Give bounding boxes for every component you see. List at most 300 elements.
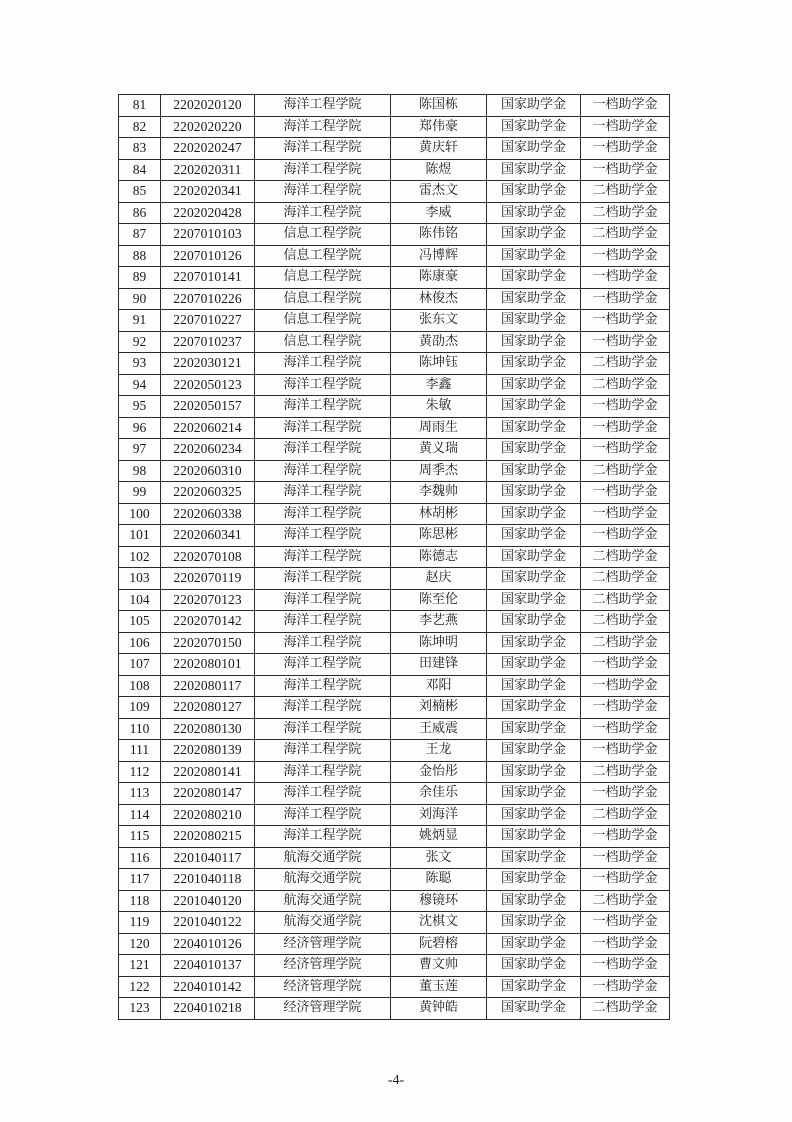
grant-type-cell: 国家助学金: [487, 116, 581, 138]
grant-type-cell: 国家助学金: [487, 288, 581, 310]
row-number-cell: 123: [119, 998, 161, 1020]
grant-level-cell: 一档助学金: [581, 331, 670, 353]
grant-level-cell: 一档助学金: [581, 396, 670, 418]
grant-level-cell: 一档助学金: [581, 95, 670, 117]
grant-type-cell: 国家助学金: [487, 976, 581, 998]
college-cell: 信息工程学院: [255, 224, 391, 246]
table-row: [119, 417, 670, 439]
student-name-cell: 黄劭杰: [391, 331, 487, 353]
student-id-cell: 2202070142: [161, 611, 255, 633]
grant-level-cell: 一档助学金: [581, 847, 670, 869]
student-id-cell: 2202060310: [161, 460, 255, 482]
grant-type-cell: 国家助学金: [487, 138, 581, 160]
grant-type-cell: 国家助学金: [487, 525, 581, 547]
college-cell: 海洋工程学院: [255, 202, 391, 224]
grant-level-cell: 二档助学金: [581, 460, 670, 482]
grant-type-cell: 国家助学金: [487, 740, 581, 762]
grant-type-cell: 国家助学金: [487, 912, 581, 934]
table-row: [119, 546, 670, 568]
college-cell: 海洋工程学院: [255, 568, 391, 590]
row-number-cell: 89: [119, 267, 161, 289]
student-id-cell: 2202080127: [161, 697, 255, 719]
row-number-cell: 102: [119, 546, 161, 568]
student-name-cell: 黄庆轩: [391, 138, 487, 160]
student-name-cell: 刘楠彬: [391, 697, 487, 719]
college-cell: 海洋工程学院: [255, 138, 391, 160]
row-number-cell: 83: [119, 138, 161, 160]
student-name-cell: 阮碧榕: [391, 933, 487, 955]
row-number-cell: 120: [119, 933, 161, 955]
grant-type-cell: 国家助学金: [487, 202, 581, 224]
student-id-cell: 2202050123: [161, 374, 255, 396]
table-row: [119, 331, 670, 353]
student-id-cell: 2201040120: [161, 890, 255, 912]
student-name-cell: 周雨生: [391, 417, 487, 439]
student-id-cell: 2207010141: [161, 267, 255, 289]
college-cell: 海洋工程学院: [255, 611, 391, 633]
row-number-cell: 97: [119, 439, 161, 461]
grant-level-cell: 二档助学金: [581, 804, 670, 826]
table-row: [119, 976, 670, 998]
row-number-cell: 101: [119, 525, 161, 547]
grant-type-cell: 国家助学金: [487, 718, 581, 740]
student-id-cell: 2202070119: [161, 568, 255, 590]
table-row: [119, 826, 670, 848]
row-number-cell: 104: [119, 589, 161, 611]
grant-level-cell: 一档助学金: [581, 912, 670, 934]
student-name-cell: 沈棋文: [391, 912, 487, 934]
grant-type-cell: 国家助学金: [487, 761, 581, 783]
row-number-cell: 81: [119, 95, 161, 117]
college-cell: 海洋工程学院: [255, 374, 391, 396]
row-number-cell: 116: [119, 847, 161, 869]
student-id-cell: 2202050157: [161, 396, 255, 418]
student-name-cell: 余佳乐: [391, 783, 487, 805]
student-name-cell: 朱敏: [391, 396, 487, 418]
table-row: [119, 740, 670, 762]
student-id-cell: 2201040117: [161, 847, 255, 869]
student-id-cell: 2201040122: [161, 912, 255, 934]
grant-level-cell: 二档助学金: [581, 890, 670, 912]
student-name-cell: 邓阳: [391, 675, 487, 697]
table-row: [119, 611, 670, 633]
college-cell: 海洋工程学院: [255, 116, 391, 138]
student-name-cell: 张文: [391, 847, 487, 869]
row-number-cell: 109: [119, 697, 161, 719]
grant-type-cell: 国家助学金: [487, 869, 581, 891]
row-number-cell: 84: [119, 159, 161, 181]
grant-type-cell: 国家助学金: [487, 783, 581, 805]
student-name-cell: 郑伟豪: [391, 116, 487, 138]
college-cell: 航海交通学院: [255, 890, 391, 912]
table-row: [119, 224, 670, 246]
grant-level-cell: 一档助学金: [581, 482, 670, 504]
student-id-cell: 2202020120: [161, 95, 255, 117]
student-id-cell: 2207010237: [161, 331, 255, 353]
college-cell: 海洋工程学院: [255, 460, 391, 482]
grant-level-cell: 一档助学金: [581, 697, 670, 719]
table-row: [119, 288, 670, 310]
student-name-cell: 赵庆: [391, 568, 487, 590]
table-row: [119, 568, 670, 590]
row-number-cell: 118: [119, 890, 161, 912]
grant-type-cell: 国家助学金: [487, 826, 581, 848]
table-row: [119, 525, 670, 547]
grant-level-cell: 一档助学金: [581, 159, 670, 181]
table-row: [119, 847, 670, 869]
college-cell: 海洋工程学院: [255, 632, 391, 654]
college-cell: 经济管理学院: [255, 955, 391, 977]
grant-type-cell: 国家助学金: [487, 632, 581, 654]
student-name-cell: 陈伟铭: [391, 224, 487, 246]
college-cell: 信息工程学院: [255, 245, 391, 267]
student-name-cell: 雷杰文: [391, 181, 487, 203]
row-number-cell: 91: [119, 310, 161, 332]
student-id-cell: 2202060338: [161, 503, 255, 525]
student-name-cell: 李威: [391, 202, 487, 224]
student-id-cell: 2202070108: [161, 546, 255, 568]
grant-type-cell: 国家助学金: [487, 353, 581, 375]
table-row: [119, 353, 670, 375]
grant-level-cell: 二档助学金: [581, 998, 670, 1020]
student-name-cell: 黄钟皓: [391, 998, 487, 1020]
grant-level-cell: 二档助学金: [581, 611, 670, 633]
grant-type-cell: 国家助学金: [487, 675, 581, 697]
grant-level-cell: 一档助学金: [581, 245, 670, 267]
table-row: [119, 955, 670, 977]
college-cell: 航海交通学院: [255, 847, 391, 869]
college-cell: 航海交通学院: [255, 912, 391, 934]
grant-level-cell: 二档助学金: [581, 589, 670, 611]
row-number-cell: 88: [119, 245, 161, 267]
grant-level-cell: 二档助学金: [581, 568, 670, 590]
row-number-cell: 86: [119, 202, 161, 224]
student-id-cell: 2201040118: [161, 869, 255, 891]
table-row: [119, 869, 670, 891]
table-body: [119, 95, 670, 1020]
student-name-cell: 冯博辉: [391, 245, 487, 267]
college-cell: 海洋工程学院: [255, 95, 391, 117]
student-id-cell: 2202020311: [161, 159, 255, 181]
grant-level-cell: 二档助学金: [581, 224, 670, 246]
student-name-cell: 王威震: [391, 718, 487, 740]
table-row: [119, 589, 670, 611]
student-name-cell: 陈至伦: [391, 589, 487, 611]
grant-type-cell: 国家助学金: [487, 568, 581, 590]
college-cell: 海洋工程学院: [255, 718, 391, 740]
grant-level-cell: 一档助学金: [581, 288, 670, 310]
table-row: [119, 439, 670, 461]
row-number-cell: 99: [119, 482, 161, 504]
grant-type-cell: 国家助学金: [487, 998, 581, 1020]
grant-type-cell: 国家助学金: [487, 181, 581, 203]
grant-type-cell: 国家助学金: [487, 654, 581, 676]
table-row: [119, 912, 670, 934]
grant-level-cell: 一档助学金: [581, 826, 670, 848]
grant-level-cell: 一档助学金: [581, 654, 670, 676]
grant-level-cell: 一档助学金: [581, 976, 670, 998]
grant-type-cell: 国家助学金: [487, 589, 581, 611]
row-number-cell: 94: [119, 374, 161, 396]
grant-level-cell: 二档助学金: [581, 374, 670, 396]
student-name-cell: 李魏帅: [391, 482, 487, 504]
college-cell: 信息工程学院: [255, 331, 391, 353]
grant-type-cell: 国家助学金: [487, 697, 581, 719]
row-number-cell: 111: [119, 740, 161, 762]
college-cell: 经济管理学院: [255, 976, 391, 998]
row-number-cell: 122: [119, 976, 161, 998]
student-id-cell: 2202020341: [161, 181, 255, 203]
student-name-cell: 陈坤钰: [391, 353, 487, 375]
student-name-cell: 张东文: [391, 310, 487, 332]
table-row: [119, 460, 670, 482]
grant-level-cell: 一档助学金: [581, 783, 670, 805]
grant-level-cell: 二档助学金: [581, 546, 670, 568]
row-number-cell: 108: [119, 675, 161, 697]
college-cell: 海洋工程学院: [255, 761, 391, 783]
grant-level-cell: 一档助学金: [581, 267, 670, 289]
student-name-cell: 陈坤明: [391, 632, 487, 654]
student-id-cell: 2207010227: [161, 310, 255, 332]
student-name-cell: 陈煜: [391, 159, 487, 181]
student-id-cell: 2207010126: [161, 245, 255, 267]
student-id-cell: 2207010103: [161, 224, 255, 246]
grant-type-cell: 国家助学金: [487, 611, 581, 633]
student-id-cell: 2202020428: [161, 202, 255, 224]
row-number-cell: 96: [119, 417, 161, 439]
table-row: [119, 310, 670, 332]
college-cell: 海洋工程学院: [255, 439, 391, 461]
student-name-cell: 黄义瑞: [391, 439, 487, 461]
student-id-cell: 2202060341: [161, 525, 255, 547]
row-number-cell: 119: [119, 912, 161, 934]
table-row: [119, 267, 670, 289]
college-cell: 经济管理学院: [255, 998, 391, 1020]
row-number-cell: 100: [119, 503, 161, 525]
grant-level-cell: 二档助学金: [581, 632, 670, 654]
grant-level-cell: 一档助学金: [581, 417, 670, 439]
grant-level-cell: 二档助学金: [581, 761, 670, 783]
student-id-cell: 2202020247: [161, 138, 255, 160]
student-id-cell: 2202070150: [161, 632, 255, 654]
row-number-cell: 98: [119, 460, 161, 482]
grant-type-cell: 国家助学金: [487, 933, 581, 955]
student-name-cell: 陈国栋: [391, 95, 487, 117]
table-row: [119, 933, 670, 955]
grant-level-cell: 一档助学金: [581, 116, 670, 138]
student-name-cell: 田建锋: [391, 654, 487, 676]
row-number-cell: 113: [119, 783, 161, 805]
row-number-cell: 117: [119, 869, 161, 891]
row-number-cell: 95: [119, 396, 161, 418]
student-id-cell: 2202060234: [161, 439, 255, 461]
student-name-cell: 陈聪: [391, 869, 487, 891]
student-id-cell: 2202080101: [161, 654, 255, 676]
row-number-cell: 112: [119, 761, 161, 783]
grant-level-cell: 一档助学金: [581, 525, 670, 547]
grant-type-cell: 国家助学金: [487, 310, 581, 332]
college-cell: 海洋工程学院: [255, 525, 391, 547]
grant-level-cell: 一档助学金: [581, 869, 670, 891]
grant-level-cell: 一档助学金: [581, 675, 670, 697]
student-name-cell: 林俊杰: [391, 288, 487, 310]
student-name-cell: 李鑫: [391, 374, 487, 396]
table-row: [119, 245, 670, 267]
college-cell: 信息工程学院: [255, 310, 391, 332]
student-id-cell: 2202060214: [161, 417, 255, 439]
table-row: [119, 761, 670, 783]
grant-type-cell: 国家助学金: [487, 955, 581, 977]
grant-level-cell: 二档助学金: [581, 181, 670, 203]
student-name-cell: 李艺燕: [391, 611, 487, 633]
table-row: [119, 95, 670, 117]
student-id-cell: 2204010126: [161, 933, 255, 955]
table-row: [119, 718, 670, 740]
student-id-cell: 2204010137: [161, 955, 255, 977]
college-cell: 海洋工程学院: [255, 783, 391, 805]
table-row: [119, 675, 670, 697]
student-id-cell: 2202080139: [161, 740, 255, 762]
college-cell: 航海交通学院: [255, 869, 391, 891]
table-row: [119, 116, 670, 138]
page-number: -4-: [387, 1073, 405, 1088]
college-cell: 经济管理学院: [255, 933, 391, 955]
student-id-cell: 2202080141: [161, 761, 255, 783]
student-id-cell: 2202080117: [161, 675, 255, 697]
table-row: [119, 697, 670, 719]
student-id-cell: 2202080210: [161, 804, 255, 826]
table-row: [119, 181, 670, 203]
student-id-cell: 2204010218: [161, 998, 255, 1020]
college-cell: 海洋工程学院: [255, 826, 391, 848]
grant-type-cell: 国家助学金: [487, 503, 581, 525]
student-id-cell: 2202080147: [161, 783, 255, 805]
college-cell: 海洋工程学院: [255, 546, 391, 568]
row-number-cell: 93: [119, 353, 161, 375]
grant-type-cell: 国家助学金: [487, 374, 581, 396]
grant-type-cell: 国家助学金: [487, 804, 581, 826]
row-number-cell: 110: [119, 718, 161, 740]
grant-type-cell: 国家助学金: [487, 95, 581, 117]
grant-level-cell: 一档助学金: [581, 955, 670, 977]
table-row: [119, 138, 670, 160]
student-name-cell: 林胡彬: [391, 503, 487, 525]
grant-type-cell: 国家助学金: [487, 890, 581, 912]
student-id-cell: 2202020220: [161, 116, 255, 138]
student-id-cell: 2202060325: [161, 482, 255, 504]
college-cell: 海洋工程学院: [255, 503, 391, 525]
table-row: [119, 654, 670, 676]
row-number-cell: 106: [119, 632, 161, 654]
college-cell: 海洋工程学院: [255, 159, 391, 181]
college-cell: 海洋工程学院: [255, 417, 391, 439]
row-number-cell: 82: [119, 116, 161, 138]
grant-type-cell: 国家助学金: [487, 439, 581, 461]
table-row: [119, 503, 670, 525]
student-id-cell: 2202080215: [161, 826, 255, 848]
table-row: [119, 890, 670, 912]
row-number-cell: 114: [119, 804, 161, 826]
student-name-cell: 周季杰: [391, 460, 487, 482]
row-number-cell: 121: [119, 955, 161, 977]
college-cell: 海洋工程学院: [255, 353, 391, 375]
grant-type-cell: 国家助学金: [487, 396, 581, 418]
student-id-cell: 2204010142: [161, 976, 255, 998]
college-cell: 海洋工程学院: [255, 589, 391, 611]
student-id-cell: 2207010226: [161, 288, 255, 310]
grant-level-cell: 一档助学金: [581, 138, 670, 160]
grant-type-cell: 国家助学金: [487, 245, 581, 267]
table-row: [119, 396, 670, 418]
table-row: [119, 804, 670, 826]
table-row: [119, 998, 670, 1020]
row-number-cell: 103: [119, 568, 161, 590]
student-name-cell: 刘海洋: [391, 804, 487, 826]
grant-level-cell: 一档助学金: [581, 933, 670, 955]
college-cell: 海洋工程学院: [255, 804, 391, 826]
student-name-cell: 董玉莲: [391, 976, 487, 998]
table-row: [119, 482, 670, 504]
table-row: [119, 159, 670, 181]
grant-type-cell: 国家助学金: [487, 267, 581, 289]
college-cell: 海洋工程学院: [255, 396, 391, 418]
grant-level-cell: 二档助学金: [581, 353, 670, 375]
row-number-cell: 92: [119, 331, 161, 353]
grant-level-cell: 一档助学金: [581, 310, 670, 332]
row-number-cell: 87: [119, 224, 161, 246]
student-name-cell: 姚炳显: [391, 826, 487, 848]
student-name-cell: 陈思彬: [391, 525, 487, 547]
college-cell: 海洋工程学院: [255, 697, 391, 719]
grant-type-cell: 国家助学金: [487, 417, 581, 439]
row-number-cell: 85: [119, 181, 161, 203]
grant-type-cell: 国家助学金: [487, 847, 581, 869]
table-row: [119, 374, 670, 396]
student-name-cell: 金怡彤: [391, 761, 487, 783]
college-cell: 海洋工程学院: [255, 675, 391, 697]
grant-type-cell: 国家助学金: [487, 224, 581, 246]
grant-type-cell: 国家助学金: [487, 460, 581, 482]
grant-type-cell: 国家助学金: [487, 331, 581, 353]
student-name-cell: 陈德志: [391, 546, 487, 568]
grant-type-cell: 国家助学金: [487, 546, 581, 568]
grant-level-cell: 一档助学金: [581, 740, 670, 762]
grant-level-cell: 一档助学金: [581, 503, 670, 525]
grant-level-cell: 二档助学金: [581, 202, 670, 224]
student-id-cell: 2202070123: [161, 589, 255, 611]
row-number-cell: 105: [119, 611, 161, 633]
student-id-cell: 2202030121: [161, 353, 255, 375]
college-cell: 海洋工程学院: [255, 740, 391, 762]
grant-level-cell: 一档助学金: [581, 439, 670, 461]
row-number-cell: 115: [119, 826, 161, 848]
grant-type-cell: 国家助学金: [487, 159, 581, 181]
grant-type-cell: 国家助学金: [487, 482, 581, 504]
table-row: [119, 202, 670, 224]
college-cell: 海洋工程学院: [255, 482, 391, 504]
college-cell: 海洋工程学院: [255, 654, 391, 676]
row-number-cell: 107: [119, 654, 161, 676]
table-row: [119, 632, 670, 654]
row-number-cell: 90: [119, 288, 161, 310]
student-id-cell: 2202080130: [161, 718, 255, 740]
grant-level-cell: 一档助学金: [581, 718, 670, 740]
college-cell: 信息工程学院: [255, 288, 391, 310]
student-name-cell: 曹文帅: [391, 955, 487, 977]
student-name-cell: 王龙: [391, 740, 487, 762]
table-row: [119, 783, 670, 805]
college-cell: 信息工程学院: [255, 267, 391, 289]
